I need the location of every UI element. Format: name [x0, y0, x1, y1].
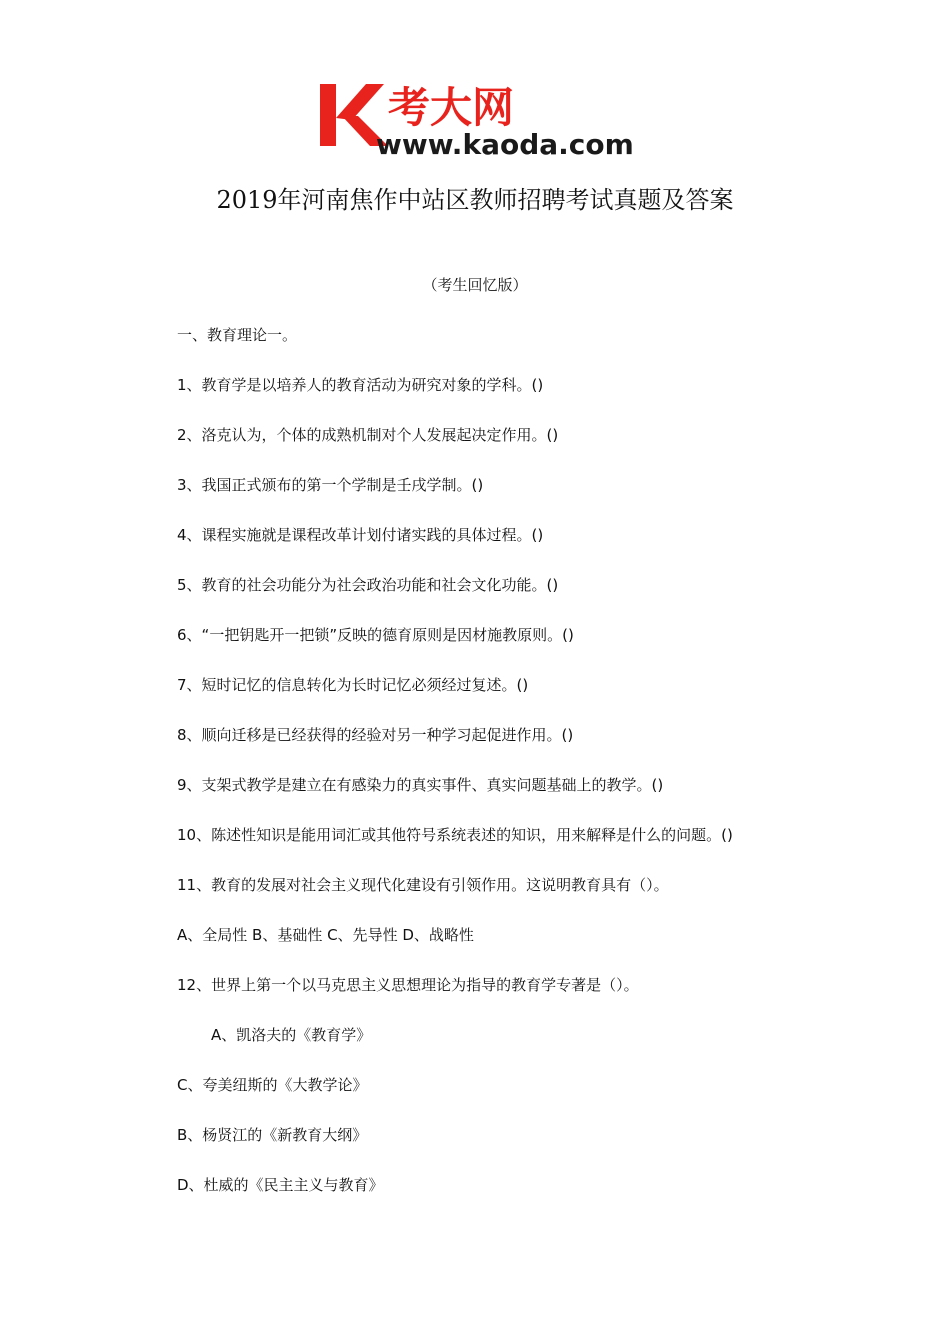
question-line: C、夸美纽斯的《大教学论》 — [177, 1076, 368, 1094]
question-line: 3、我国正式颁布的第一个学制是壬戌学制。() — [177, 476, 484, 494]
logo-url-text: www.kaoda.com — [376, 128, 634, 160]
document-title: 2019年河南焦作中站区教师招聘考试真题及答案 — [216, 186, 734, 214]
document-subtitle: （考生回忆版） — [422, 276, 528, 294]
question-line: 1、教育学是以培养人的教育活动为研究对象的学科。() — [177, 376, 544, 394]
question-line: 6、“一把钥匙开一把锁”反映的德育原则是因材施教原则。() — [177, 626, 574, 644]
question-line: 8、顺向迁移是已经获得的经验对另一种学习起促进作用。() — [177, 726, 574, 744]
question-line: 12、世界上第一个以马克思主义思想理论为指导的教育学专著是（）。 — [177, 976, 639, 994]
question-line: A、全局性 B、基础性 C、先导性 D、战略性 — [177, 926, 474, 944]
question-line: D、杜威的《民主主义与教育》 — [177, 1176, 384, 1194]
kaoda-logo — [318, 78, 638, 160]
question-line: 5、教育的社会功能分为社会政治功能和社会文化功能。() — [177, 576, 559, 594]
question-line: 4、课程实施就是课程改革计划付诸实践的具体过程。() — [177, 526, 544, 544]
question-line: 10、陈述性知识是能用词汇或其他符号系统表述的知识，用来解释是什么的问题。() — [177, 826, 733, 844]
question-line: A、凯洛夫的《教育学》 — [211, 1026, 372, 1044]
question-line: 9、支架式教学是建立在有感染力的真实事件、真实问题基础上的教学。() — [177, 776, 664, 794]
document-body — [177, 322, 827, 1222]
question-line: 2、洛克认为，个体的成熟机制对个人发展起决定作用。() — [177, 426, 559, 444]
question-line: 一、教育理论一。 — [177, 326, 298, 344]
question-line: 11、教育的发展对社会主义现代化建设有引领作用。这说明教育具有（）。 — [177, 876, 669, 894]
question-line: B、杨贤江的《新教育大纲》 — [177, 1126, 368, 1144]
question-line: 7、短时记忆的信息转化为长时记忆必须经过复述。() — [177, 676, 529, 694]
logo-brand-text: 考大网 — [388, 83, 515, 132]
